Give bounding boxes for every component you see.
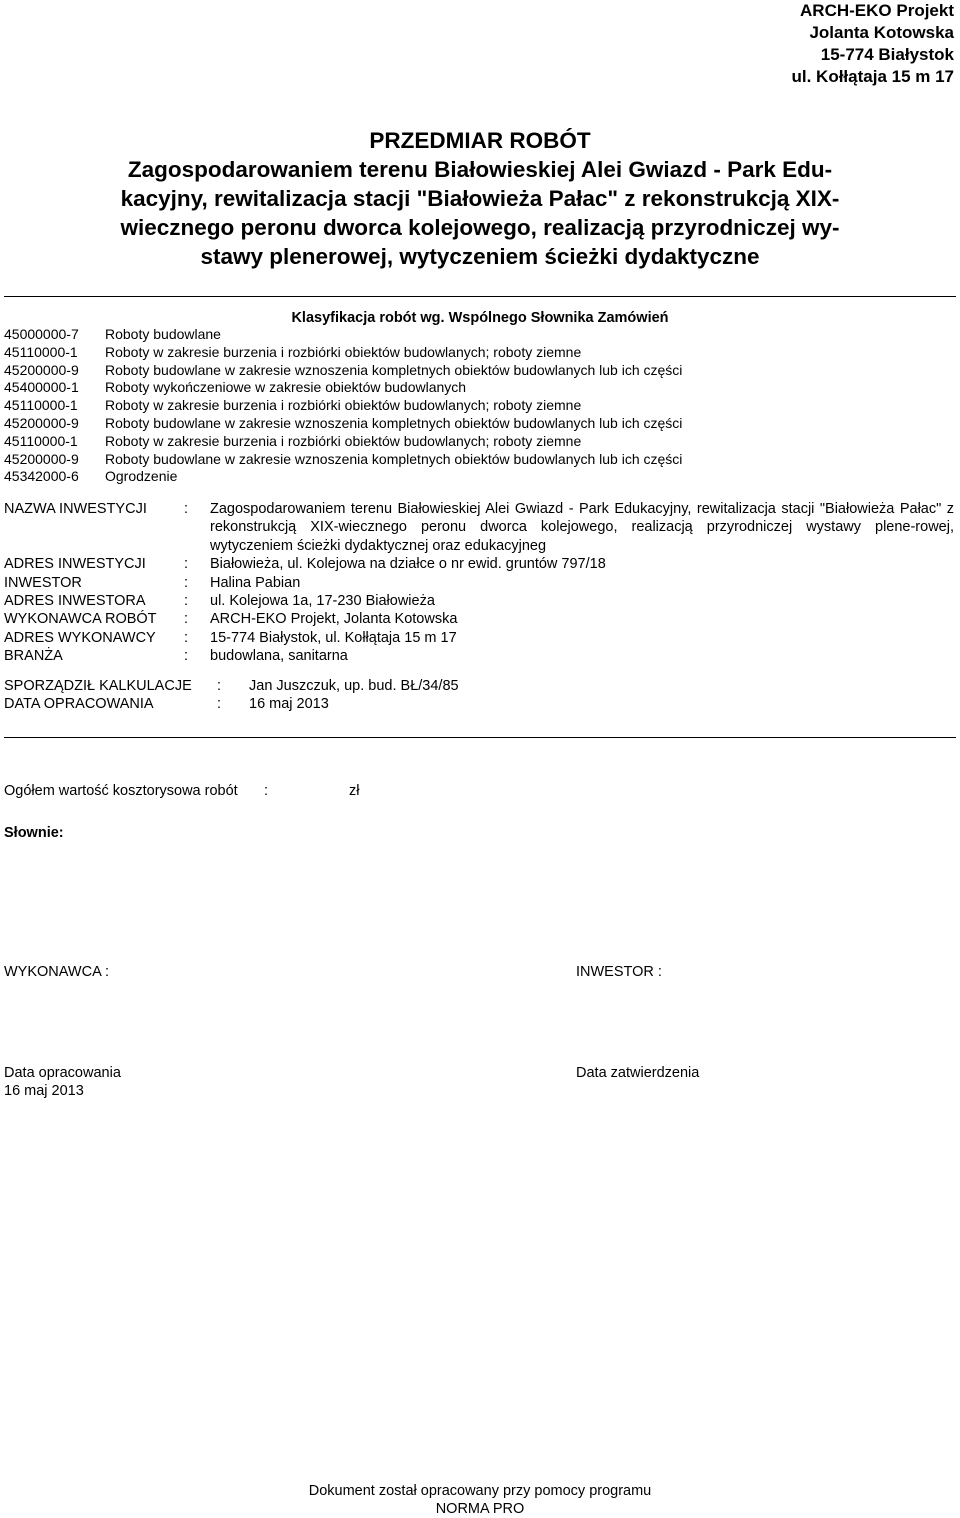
kalk-label: DATA OPRACOWANIA (4, 696, 154, 713)
kalk-row-author (4, 677, 459, 695)
cpv-code: 45200000-9 (4, 361, 79, 378)
classification-list (4, 326, 682, 486)
preparation-date-value: 16 maj 2013 (4, 1083, 84, 1100)
info-row-contractor (4, 610, 954, 628)
cpv-description: Ogrodzenie (105, 468, 178, 485)
info-row-investment-name (4, 500, 954, 555)
kalk-colon: : (217, 696, 222, 713)
list-item (4, 397, 682, 415)
info-value: Białowieża, ul. Kolejowa na działce o nr ewid. gruntów 797/18 (210, 556, 606, 573)
info-colon: : (184, 556, 189, 573)
slownie-label: Słownie: (4, 825, 64, 841)
cpv-description: Roboty w zakresie burzenia i rozbiórki obiektów budowlanych; roboty ziemne (105, 397, 582, 414)
info-value: Halina Pabian (210, 574, 301, 591)
info-colon: : (184, 574, 189, 591)
info-colon: : (184, 593, 189, 610)
divider-top (4, 296, 956, 297)
info-row-branch (4, 647, 954, 665)
approval-date-label: Data zatwierdzenia (576, 1065, 700, 1081)
info-label: WYKONAWCA ROBÓT (4, 611, 157, 628)
info-colon: : (184, 648, 189, 665)
info-colon: : (184, 629, 189, 646)
title-main: PRZEDMIAR ROBÓT (369, 128, 591, 153)
total-cost-label: Ogółem wartość kosztorysowa robót (4, 783, 238, 799)
list-item (4, 344, 682, 362)
total-cost-colon: : (264, 783, 269, 799)
list-item (4, 433, 682, 451)
contractor-header (791, 0, 954, 88)
list-item (4, 379, 682, 397)
cpv-code: 45342000-6 (4, 468, 79, 485)
info-value: Zagospodarowaniem terenu Białowieskiej Alei Gwiazd - Park Edukacyjny, rewitalizacja stacji "Białowieża Pałac" z rekonstrukcją XIX-wiecznego peronu dworca kolejowego, realizacją przyrodniczej wystawy plene-rowej, wytyczeniem ścieżki dydaktycznej oraz edukacyjneg (210, 501, 954, 554)
footer-line-1: Dokument został opracowany przy pomocy programu (308, 1483, 652, 1499)
classification-title: Klasyfikacja robót wg. Wspólnego Słownika Zamówień (291, 310, 669, 326)
cpv-description: Roboty w zakresie burzenia i rozbiórki obiektów budowlanych; roboty ziemne (105, 432, 582, 449)
cpv-description: Roboty budowlane w zakresie wznoszenia kompletnych obiektów budowlanych lub ich części (105, 450, 683, 467)
software-footer (0, 1482, 960, 1518)
info-row-investor (4, 574, 954, 592)
cpv-code: 45110000-1 (4, 397, 78, 414)
title-line-5: stawy plenerowej, wytyczeniem ścieżki dydaktyczne (200, 244, 760, 269)
investor-signature-label: INWESTOR : (576, 964, 662, 980)
list-item (4, 451, 682, 469)
info-value: 15-774 Białystok, ul. Kołłątaja 15 m 17 (210, 629, 457, 646)
cpv-code: 45200000-9 (4, 450, 79, 467)
info-label: ADRES WYKONAWCY (4, 629, 156, 646)
cpv-description: Roboty w zakresie burzenia i rozbiórki obiektów budowlanych; roboty ziemne (105, 343, 582, 360)
total-cost-currency: zł (349, 783, 360, 799)
info-colon: : (184, 611, 189, 628)
header-city: 15-774 Białystok (820, 45, 954, 64)
kalk-row-date (4, 695, 459, 713)
info-label: ADRES INWESTYCJI (4, 556, 146, 573)
list-item (4, 326, 682, 344)
cpv-description: Roboty budowlane w zakresie wznoszenia kompletnych obiektów budowlanych lub ich części (105, 414, 683, 431)
list-item (4, 362, 682, 380)
title-line-4: wiecznego peronu dworca kolejowego, realizacją przyrodniczej wy- (120, 215, 840, 240)
kalk-value: Jan Juszczuk, up. bud. BŁ/34/85 (249, 678, 459, 694)
info-value: ul. Kolejowa 1a, 17-230 Białowieża (210, 593, 435, 610)
info-label: ADRES INWESTORA (4, 593, 146, 610)
info-row-contractor-address (4, 629, 954, 647)
list-item (4, 468, 682, 486)
cpv-code: 45200000-9 (4, 414, 79, 431)
info-row-investment-address (4, 555, 954, 573)
cpv-description: Roboty wykończeniowe w zakresie obiektów budowlanych (105, 379, 467, 396)
contractor-signature-label: WYKONAWCA : (4, 964, 109, 980)
investment-info (4, 500, 954, 666)
kalk-value: 16 maj 2013 (249, 696, 329, 713)
cpv-description: Roboty budowlane w zakresie wznoszenia kompletnych obiektów budowlanych lub ich części (105, 361, 683, 378)
list-item (4, 415, 682, 433)
document-title (10, 126, 950, 271)
info-value: budowlana, sanitarna (210, 648, 348, 665)
info-row-investor-address (4, 592, 954, 610)
title-line-3: kacyjny, rewitalizacja stacji "Białowieża Pałac" z rekonstrukcją XIX- (120, 186, 840, 211)
preparation-date-block (4, 1064, 121, 1101)
kalk-colon: : (217, 678, 222, 694)
footer-software-name: NORMA PRO (435, 1501, 525, 1517)
info-colon: : (184, 501, 189, 517)
cpv-code: 45110000-1 (4, 432, 78, 449)
cpv-code: 45400000-1 (4, 379, 79, 396)
calculation-info (4, 677, 459, 714)
cpv-code: 45110000-1 (4, 343, 78, 360)
cpv-code: 45000000-7 (4, 326, 79, 342)
header-company: ARCH-EKO Projekt (800, 1, 954, 20)
info-label: BRANŻA (4, 648, 63, 665)
header-person: Jolanta Kotowska (809, 23, 954, 42)
total-cost-line (4, 783, 359, 799)
title-line-2: Zagospodarowaniem terenu Białowieskiej Alei Gwiazd - Park Edu- (127, 157, 833, 182)
kalk-label: SPORZĄDZIŁ KALKULACJE (4, 678, 192, 694)
preparation-date-label: Data opracowania (4, 1065, 121, 1081)
divider-bottom (4, 737, 956, 738)
cpv-description: Roboty budowlane (105, 326, 221, 342)
info-value: ARCH-EKO Projekt, Jolanta Kotowska (210, 611, 458, 628)
info-label: NAZWA INWESTYCJI (4, 501, 147, 517)
header-street: ul. Kołłątaja 15 m 17 (791, 67, 954, 86)
info-label: INWESTOR (4, 574, 82, 591)
